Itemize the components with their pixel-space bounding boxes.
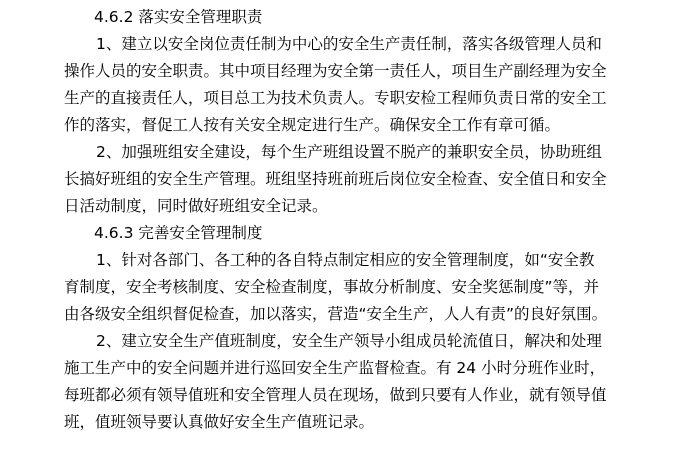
paragraph-line: 施工生产中的安全问题并进行巡回安全生产监督检查。有 24 小时分班作业时， — [64, 359, 606, 377]
paragraph-line: 每班都必须有领导值班和安全管理人员在现场，做到只要有人作业，就有领导值 — [64, 386, 607, 404]
paragraph-team-safety — [64, 139, 656, 220]
paragraph-line: 由各级安全组织督促检查，加以落实，营造“安全生产，人人有责”的良好氛围。 — [64, 305, 608, 323]
paragraph-duty-system — [64, 328, 656, 436]
paragraph-line: 生产的直接责任人，项目总工为技术负责人。专职安检工程师负责日常的安全工 — [64, 89, 607, 107]
section-heading-4-6-3: 4.6.3 完善安全管理制度 — [94, 224, 263, 242]
paragraph-responsibility-system — [64, 31, 656, 139]
paragraph-line: 操作人员的安全职责。其中项目经理为安全第一责任人，项目生产副经理为安全 — [64, 62, 607, 80]
section-heading-4-6-2: 4.6.2 落实安全管理职责 — [94, 8, 263, 26]
paragraph-management-rules — [64, 247, 656, 328]
paragraph-line: 作的落实，督促工人按有关安全规定进行生产。确保安全工作有章可循。 — [64, 116, 561, 134]
document-body — [64, 4, 656, 436]
paragraph-line: 2、加强班组安全建设，每个生产班组设置不脱产的兼职安全员，协助班组 — [96, 143, 602, 161]
paragraph-line: 1、针对各部门、各工种的各自特点制定相应的安全管理制度，如“安全教 — [96, 251, 595, 269]
paragraph-line: 育制度，安全考核制度、安全检查制度，事故分析制度、安全奖惩制度”等，并 — [64, 278, 600, 296]
paragraph-line: 班，值班领导要认真做好安全生产值班记录。 — [64, 413, 375, 431]
paragraph-line: 日活动制度，同时做好班组安全记录。 — [64, 197, 328, 215]
paragraph-line: 1、建立以安全岗位责任制为中心的安全生产责任制，落实各级管理人员和 — [96, 35, 602, 53]
paragraph-line: 长搞好班组的安全生产管理。班组坚持班前班后岗位安全检查、安全值日和安全 — [64, 170, 607, 188]
paragraph-line: 2、建立安全生产值班制度，安全生产领导小组成员轮流值日，解决和处理 — [96, 332, 602, 350]
